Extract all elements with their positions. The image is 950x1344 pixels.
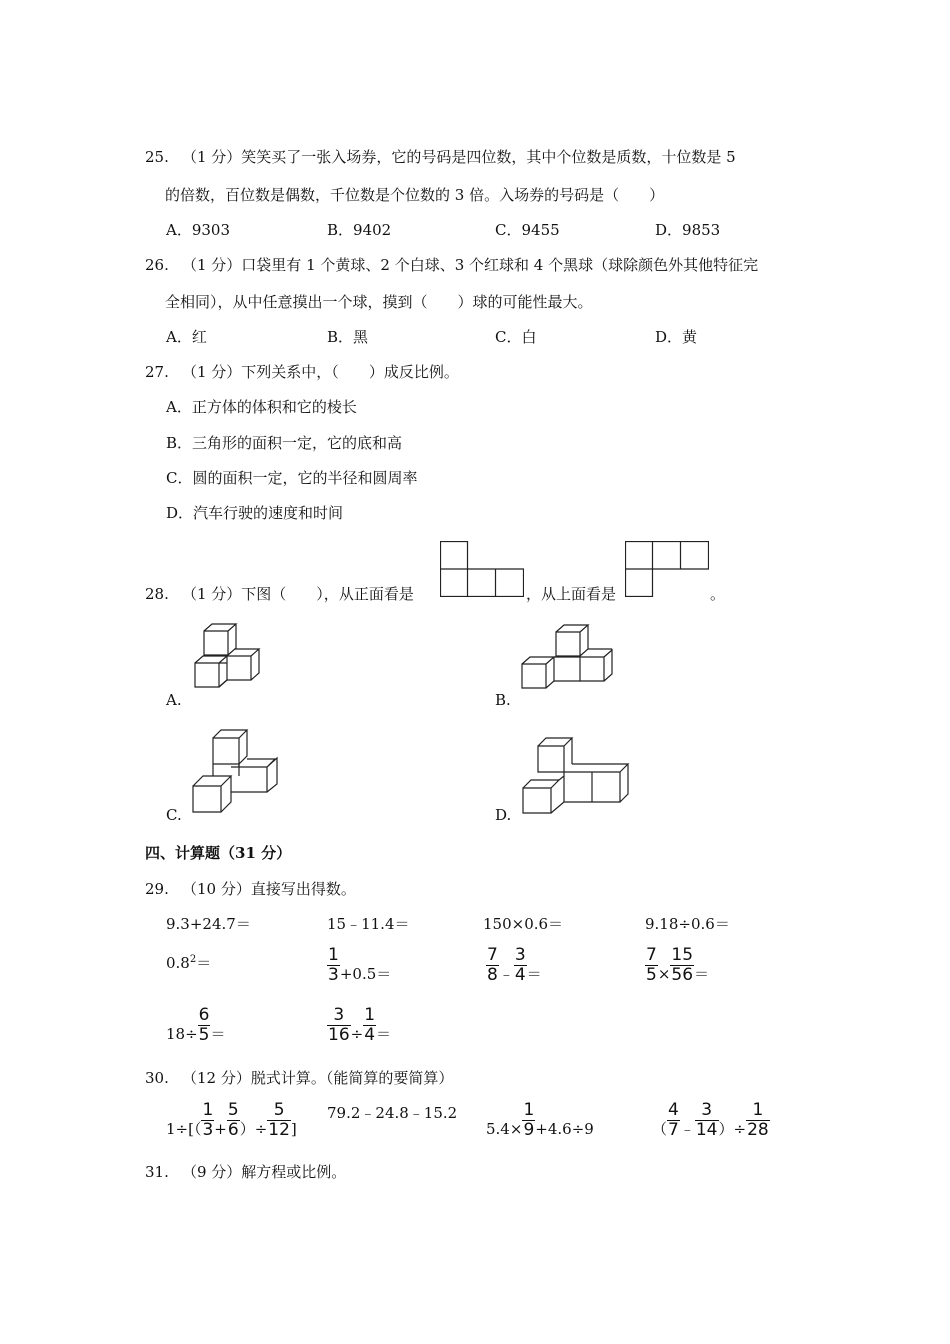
q27-number: 27. [145,363,169,381]
q28-option-c: C. [166,806,182,824]
section-4-title: 四、计算题（31 分） [145,844,292,862]
q28-number: 28. [145,585,169,603]
expression-head: 1÷[（ [166,1119,202,1138]
q25-line1: （1 分）笑笑买了一张入场券，它的号码是四位数，其中个位数是质数，十位数是 5 [182,148,736,166]
numerator: 1 [523,1100,535,1120]
numerator: 4 [668,1100,679,1120]
expression-head: 5.4× [486,1119,523,1138]
q25-option-b: B．9402 [327,221,392,239]
fraction [667,1101,680,1140]
q29-item-8 [645,946,709,985]
numerator: 3 [695,1101,719,1121]
q29-item-7 [486,946,542,985]
operator: × [657,964,671,983]
fraction [514,946,527,985]
q27-option-b: B．三角形的面积一定，它的底和高 [166,434,403,452]
q26-option-d: D．黄 [655,328,698,346]
q28-text-part3: 。 [710,585,726,603]
q27-option-a: A．正方体的体积和它的棱长 [166,398,357,416]
q30-number: 30. [145,1069,169,1087]
denominator: 4 [514,965,526,985]
expression-head: （ [652,1119,668,1138]
denominator: 8 [487,965,498,985]
front-view-grid [440,541,524,597]
q26-line1: （1 分）口袋里有 1 个黄球、2 个白球、3 个红球和 4 个黑球（球除颜色外其他特征完 [182,256,759,274]
q29-item-9 [166,1006,226,1045]
numerator: 7 [487,945,498,965]
denominator: 56 [671,965,694,985]
q26-line2: 全相同），从中任意摸出一个球，摸到（ ）球的可能性最大。 [165,293,593,311]
q27-option-c: C．圆的面积一定，它的半径和圆周率 [166,469,418,487]
q28-text-part1: （1 分）下图（ ），从正面看是 [182,585,414,603]
q28-option-a: A. [166,691,182,709]
numerator: 1 [746,1101,770,1121]
expression-mid: ）÷ [718,1119,747,1138]
q27-option-d: D．汽车行驶的速度和时间 [166,504,344,522]
numerator: 5 [227,1100,239,1120]
q29-number: 29. [145,880,169,898]
power-exponent: 2 [189,954,197,965]
q30-expr-b: 79.2﹣24.8﹣15.2 [327,1104,458,1122]
q31-text: （9 分）解方程或比例。 [182,1163,347,1181]
equals: ＝ [376,1024,392,1043]
q25-option-a: A．9303 [166,221,231,239]
q25-line2: 的倍数，百位数是偶数，千位数是个位数的 3 倍。入场券的号码是（ ） [165,186,665,204]
q26-option-c: C．白 [495,328,537,346]
denominator: 5 [646,965,657,985]
fraction [522,1101,535,1140]
q30-expr-a [166,1101,297,1140]
q26-number: 26. [145,256,169,274]
q25-number: 25. [145,148,169,166]
q28-text-part2: ，从上面看是 [526,585,617,603]
denominator: 28 [747,1120,769,1140]
operator: + [214,1119,227,1138]
denominator: 16 [328,1025,350,1045]
denominator: 7 [668,1120,679,1140]
q29-item-2: 15﹣11.4＝ [327,915,410,933]
q28-option-d: D. [495,806,512,824]
equals: ＝ [196,954,212,972]
expression-mid: ）÷ [239,1119,268,1138]
q31-number: 31. [145,1163,169,1181]
fraction [267,1101,291,1140]
operator: ÷ [350,1024,364,1043]
fraction [645,946,658,985]
numerator: 15 [671,945,694,965]
q29-item-1: 9.3+24.7＝ [166,915,251,933]
fraction [695,1101,719,1140]
numerator: 1 [364,1005,376,1025]
q29-item-4: 9.18÷0.6＝ [645,915,730,933]
denominator: 5 [198,1025,210,1045]
fraction [227,1101,240,1140]
q26-option-a: A．红 [166,328,207,346]
numerator: 3 [514,945,526,965]
top-view-grid [625,541,709,597]
expression-head: 18÷ [166,1024,198,1043]
operator: ﹣ [679,1119,695,1138]
q29-item-10 [327,1006,391,1045]
denominator: 6 [227,1120,239,1140]
expression-tail: ] [290,1119,297,1138]
equals: ＝ [210,1024,226,1043]
fraction [198,1006,211,1045]
denominator: 12 [268,1120,290,1140]
operator: ﹣ [498,964,514,983]
fraction [327,1006,351,1045]
numerator: 3 [327,1006,351,1026]
numerator: 7 [646,945,657,965]
fraction [746,1101,770,1140]
q30-expr-c [486,1101,594,1140]
q29-item-6 [327,946,391,985]
fraction [670,946,694,985]
q28-option-b: B. [495,691,511,709]
cube-figure-d [520,736,635,816]
q26-option-b: B．黑 [327,328,369,346]
expression-tail: +0.5＝ [339,964,392,983]
q25-option-c: C．9455 [495,221,560,239]
cube-figure-a [192,618,267,693]
fraction [486,946,499,985]
q29-text: （10 分）直接写出得数。 [182,880,356,898]
expression-tail: +4.6÷9 [535,1119,594,1138]
denominator: 4 [364,1025,376,1045]
numerator: 5 [267,1101,291,1121]
q29-item-5 [166,950,211,973]
power-base: 0.8 [166,954,190,972]
fraction [363,1006,376,1045]
cube-figure-b [520,622,615,692]
numerator: 1 [202,1100,214,1120]
fraction [201,1101,214,1140]
q25-option-d: D．9853 [655,221,721,239]
q30-expr-d [652,1101,770,1140]
fraction [327,946,340,985]
numerator: 6 [198,1005,210,1025]
numerator: 1 [328,945,339,965]
q30-text: （12 分）脱式计算。（能简算的要简算） [182,1069,454,1087]
q29-item-3: 150×0.6＝ [483,915,564,933]
q27-line1: （1 分）下列关系中，（ ）成反比例。 [182,363,459,381]
denominator: 3 [202,1120,214,1140]
equals: ＝ [694,964,710,983]
equals: ＝ [526,964,542,983]
denominator: 9 [523,1120,535,1140]
denominator: 3 [328,965,339,985]
cube-figure-c [190,728,285,816]
denominator: 14 [695,1120,718,1140]
